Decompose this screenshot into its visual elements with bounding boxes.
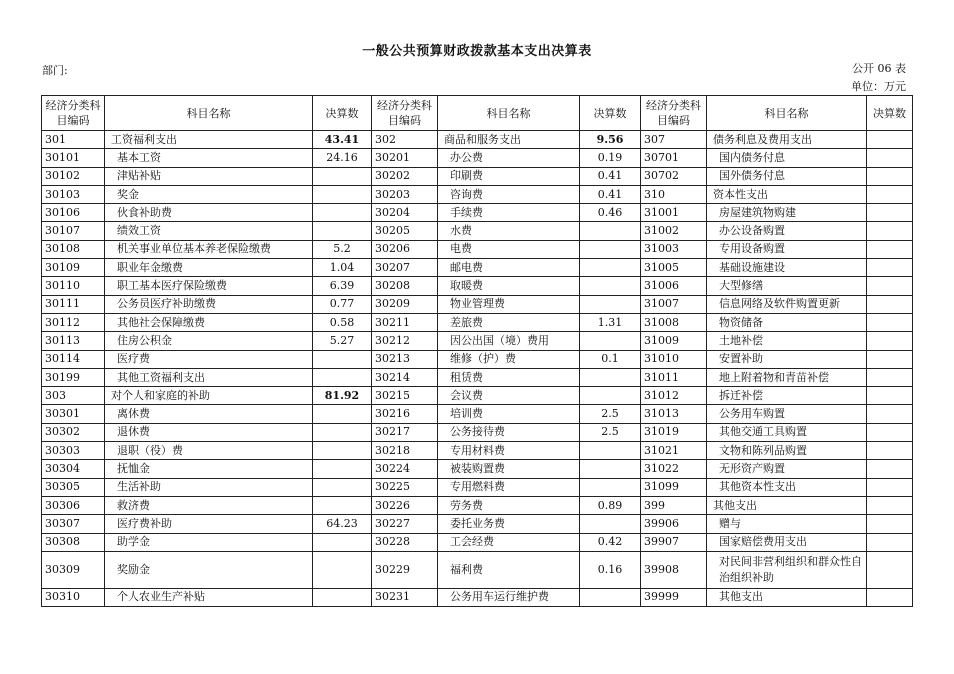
code-cell: 30103 bbox=[42, 185, 105, 203]
code-cell: 30209 bbox=[372, 295, 438, 313]
amount-cell: 0.42 bbox=[580, 533, 641, 551]
header-name: 科目名称 bbox=[105, 96, 313, 131]
name-cell: 对个人和家庭的补助 bbox=[105, 387, 313, 405]
code-cell: 31010 bbox=[641, 350, 707, 368]
code-cell: 30229 bbox=[372, 551, 438, 588]
code-cell: 30307 bbox=[42, 515, 105, 533]
code-cell: 30203 bbox=[372, 185, 438, 203]
code-cell: 31008 bbox=[641, 313, 707, 331]
name-cell: 其他支出 bbox=[707, 588, 867, 606]
amount-cell bbox=[580, 387, 641, 405]
amount-cell: 43.41 bbox=[313, 131, 372, 149]
code-cell: 31009 bbox=[641, 332, 707, 350]
name-cell: 其他资本性支出 bbox=[707, 478, 867, 496]
code-cell: 30112 bbox=[42, 313, 105, 331]
table-row bbox=[42, 185, 913, 203]
amount-cell bbox=[867, 332, 913, 350]
name-cell: 对民间非营利组织和群众性自治组织补助 bbox=[707, 551, 867, 588]
code-cell: 30212 bbox=[372, 332, 438, 350]
table-row bbox=[42, 332, 913, 350]
table-row bbox=[42, 460, 913, 478]
name-cell: 工资福利支出 bbox=[105, 131, 313, 149]
amount-cell: 2.5 bbox=[580, 405, 641, 423]
name-cell: 福利费 bbox=[438, 551, 580, 588]
code-cell: 31021 bbox=[641, 442, 707, 460]
name-cell: 办公费 bbox=[438, 149, 580, 167]
amount-cell bbox=[867, 185, 913, 203]
name-cell: 邮电费 bbox=[438, 259, 580, 277]
amount-cell bbox=[867, 149, 913, 167]
name-cell: 公务用车购置 bbox=[707, 405, 867, 423]
code-cell: 39999 bbox=[641, 588, 707, 606]
name-cell: 公务员医疗补助缴费 bbox=[105, 295, 313, 313]
amount-cell: 0.19 bbox=[580, 149, 641, 167]
amount-cell: 0.1 bbox=[580, 350, 641, 368]
code-cell: 310 bbox=[641, 185, 707, 203]
amount-cell bbox=[580, 222, 641, 240]
name-cell: 退休费 bbox=[105, 423, 313, 441]
amount-cell bbox=[580, 442, 641, 460]
amount-cell bbox=[867, 533, 913, 551]
code-cell: 30308 bbox=[42, 533, 105, 551]
code-cell: 30208 bbox=[372, 277, 438, 295]
code-cell: 30109 bbox=[42, 259, 105, 277]
name-cell: 培训费 bbox=[438, 405, 580, 423]
amount-cell: 64.23 bbox=[313, 515, 372, 533]
code-cell: 30211 bbox=[372, 313, 438, 331]
amount-cell bbox=[313, 496, 372, 514]
amount-cell bbox=[580, 478, 641, 496]
name-cell: 会议费 bbox=[438, 387, 580, 405]
header-amount: 决算数 bbox=[867, 96, 913, 131]
amount-cell bbox=[313, 442, 372, 460]
name-cell: 租赁费 bbox=[438, 368, 580, 386]
code-cell: 30225 bbox=[372, 478, 438, 496]
code-cell: 30231 bbox=[372, 588, 438, 606]
amount-cell bbox=[580, 332, 641, 350]
code-cell: 302 bbox=[372, 131, 438, 149]
header-code: 经济分类科目编码 bbox=[42, 96, 105, 131]
amount-cell bbox=[313, 185, 372, 203]
table-row bbox=[42, 496, 913, 514]
page-title: 一般公共预算财政拨款基本支出决算表 bbox=[362, 44, 592, 59]
name-cell: 公务用车运行维护费 bbox=[438, 588, 580, 606]
amount-cell bbox=[580, 240, 641, 258]
amount-cell bbox=[313, 423, 372, 441]
code-cell: 31011 bbox=[641, 368, 707, 386]
code-cell: 30306 bbox=[42, 496, 105, 514]
table-row bbox=[42, 588, 913, 606]
name-cell: 无形资产购置 bbox=[707, 460, 867, 478]
code-cell: 30218 bbox=[372, 442, 438, 460]
name-cell: 机关事业单位基本养老保险缴费 bbox=[105, 240, 313, 258]
code-cell: 31001 bbox=[641, 204, 707, 222]
table-row bbox=[42, 515, 913, 533]
name-cell: 资本性支出 bbox=[707, 185, 867, 203]
code-cell: 30106 bbox=[42, 204, 105, 222]
header-code: 经济分类科目编码 bbox=[641, 96, 707, 131]
amount-cell bbox=[867, 460, 913, 478]
name-cell: 赠与 bbox=[707, 515, 867, 533]
amount-cell bbox=[313, 533, 372, 551]
amount-cell bbox=[867, 167, 913, 185]
code-cell: 30309 bbox=[42, 551, 105, 588]
name-cell: 大型修缮 bbox=[707, 277, 867, 295]
code-cell: 30701 bbox=[641, 149, 707, 167]
form-number: 公开 06 表 bbox=[852, 62, 906, 75]
table-row bbox=[42, 204, 913, 222]
name-cell: 生活补助 bbox=[105, 478, 313, 496]
name-cell: 其他社会保障缴费 bbox=[105, 313, 313, 331]
code-cell: 30108 bbox=[42, 240, 105, 258]
amount-cell: 2.5 bbox=[580, 423, 641, 441]
header-code: 经济分类科目编码 bbox=[372, 96, 438, 131]
amount-cell bbox=[867, 204, 913, 222]
header-amount: 决算数 bbox=[313, 96, 372, 131]
code-cell: 30107 bbox=[42, 222, 105, 240]
name-cell: 伙食补助费 bbox=[105, 204, 313, 222]
name-cell: 房屋建筑物购建 bbox=[707, 204, 867, 222]
amount-cell bbox=[580, 368, 641, 386]
amount-cell: 1.31 bbox=[580, 313, 641, 331]
amount-cell bbox=[313, 588, 372, 606]
name-cell: 绩效工资 bbox=[105, 222, 313, 240]
code-cell: 30111 bbox=[42, 295, 105, 313]
code-cell: 31005 bbox=[641, 259, 707, 277]
amount-cell bbox=[580, 259, 641, 277]
code-cell: 31002 bbox=[641, 222, 707, 240]
amount-cell bbox=[313, 405, 372, 423]
table-row bbox=[42, 222, 913, 240]
amount-cell bbox=[867, 478, 913, 496]
name-cell: 基本工资 bbox=[105, 149, 313, 167]
table-row bbox=[42, 259, 913, 277]
header-amount: 决算数 bbox=[580, 96, 641, 131]
name-cell: 专用材料费 bbox=[438, 442, 580, 460]
name-cell: 专用燃料费 bbox=[438, 478, 580, 496]
name-cell: 抚恤金 bbox=[105, 460, 313, 478]
amount-cell bbox=[867, 295, 913, 313]
unit-label: 单位：万元 bbox=[851, 80, 906, 93]
name-cell: 助学金 bbox=[105, 533, 313, 551]
amount-cell: 0.46 bbox=[580, 204, 641, 222]
amount-cell: 9.56 bbox=[580, 131, 641, 149]
code-cell: 31012 bbox=[641, 387, 707, 405]
name-cell: 差旅费 bbox=[438, 313, 580, 331]
amount-cell bbox=[867, 259, 913, 277]
amount-cell bbox=[867, 368, 913, 386]
amount-cell: 0.41 bbox=[580, 167, 641, 185]
code-cell: 30310 bbox=[42, 588, 105, 606]
name-cell: 维修（护）费 bbox=[438, 350, 580, 368]
amount-cell bbox=[867, 313, 913, 331]
name-cell: 取暖费 bbox=[438, 277, 580, 295]
amount-cell bbox=[867, 588, 913, 606]
amount-cell bbox=[580, 295, 641, 313]
code-cell: 30102 bbox=[42, 167, 105, 185]
name-cell: 地上附着物和青苗补偿 bbox=[707, 368, 867, 386]
amount-cell bbox=[313, 167, 372, 185]
code-cell: 30216 bbox=[372, 405, 438, 423]
code-cell: 30302 bbox=[42, 423, 105, 441]
name-cell: 商品和服务支出 bbox=[438, 131, 580, 149]
amount-cell bbox=[867, 387, 913, 405]
code-cell: 30303 bbox=[42, 442, 105, 460]
table-row bbox=[42, 368, 913, 386]
amount-cell: 0.41 bbox=[580, 185, 641, 203]
amount-cell bbox=[313, 368, 372, 386]
table-row bbox=[42, 387, 913, 405]
table-row bbox=[42, 442, 913, 460]
code-cell: 30214 bbox=[372, 368, 438, 386]
name-cell: 职业年金缴费 bbox=[105, 259, 313, 277]
amount-cell: 0.58 bbox=[313, 313, 372, 331]
amount-cell bbox=[313, 204, 372, 222]
name-cell: 安置补助 bbox=[707, 350, 867, 368]
code-cell: 399 bbox=[641, 496, 707, 514]
amount-cell bbox=[580, 588, 641, 606]
code-cell: 30224 bbox=[372, 460, 438, 478]
amount-cell: 24.16 bbox=[313, 149, 372, 167]
name-cell: 办公设备购置 bbox=[707, 222, 867, 240]
code-cell: 30207 bbox=[372, 259, 438, 277]
code-cell: 30201 bbox=[372, 149, 438, 167]
name-cell: 其他工资福利支出 bbox=[105, 368, 313, 386]
code-cell: 39906 bbox=[641, 515, 707, 533]
table-row bbox=[42, 478, 913, 496]
code-cell: 30217 bbox=[372, 423, 438, 441]
name-cell: 国家赔偿费用支出 bbox=[707, 533, 867, 551]
name-cell: 委托业务费 bbox=[438, 515, 580, 533]
name-cell: 住房公积金 bbox=[105, 332, 313, 350]
name-cell: 其他交通工具购置 bbox=[707, 423, 867, 441]
amount-cell bbox=[580, 515, 641, 533]
amount-cell bbox=[580, 460, 641, 478]
amount-cell bbox=[867, 350, 913, 368]
name-cell: 手续费 bbox=[438, 204, 580, 222]
department-label: 部门: bbox=[42, 64, 68, 77]
amount-cell bbox=[580, 277, 641, 295]
name-cell: 工会经费 bbox=[438, 533, 580, 551]
name-cell: 印刷费 bbox=[438, 167, 580, 185]
table-row bbox=[42, 149, 913, 167]
name-cell: 奖励金 bbox=[105, 551, 313, 588]
name-cell: 专用设备购置 bbox=[707, 240, 867, 258]
code-cell: 30228 bbox=[372, 533, 438, 551]
amount-cell: 0.77 bbox=[313, 295, 372, 313]
header-row bbox=[42, 96, 913, 131]
name-cell: 津贴补贴 bbox=[105, 167, 313, 185]
amount-cell bbox=[867, 277, 913, 295]
name-cell: 水费 bbox=[438, 222, 580, 240]
amount-cell: 81.92 bbox=[313, 387, 372, 405]
code-cell: 30305 bbox=[42, 478, 105, 496]
name-cell: 劳务费 bbox=[438, 496, 580, 514]
amount-cell bbox=[313, 478, 372, 496]
name-cell: 医疗费 bbox=[105, 350, 313, 368]
code-cell: 39907 bbox=[641, 533, 707, 551]
code-cell: 30304 bbox=[42, 460, 105, 478]
name-cell: 离休费 bbox=[105, 405, 313, 423]
amount-cell bbox=[867, 405, 913, 423]
amount-cell bbox=[313, 551, 372, 588]
code-cell: 30113 bbox=[42, 332, 105, 350]
code-cell: 31007 bbox=[641, 295, 707, 313]
amount-cell bbox=[867, 131, 913, 149]
code-cell: 30226 bbox=[372, 496, 438, 514]
amount-cell: 5.2 bbox=[313, 240, 372, 258]
amount-cell bbox=[867, 442, 913, 460]
amount-cell: 0.16 bbox=[580, 551, 641, 588]
expenditure-table bbox=[41, 95, 913, 607]
code-cell: 39908 bbox=[641, 551, 707, 588]
code-cell: 31006 bbox=[641, 277, 707, 295]
amount-cell bbox=[867, 551, 913, 588]
name-cell: 因公出国（境）费用 bbox=[438, 332, 580, 350]
name-cell: 个人农业生产补贴 bbox=[105, 588, 313, 606]
code-cell: 30101 bbox=[42, 149, 105, 167]
name-cell: 被装购置费 bbox=[438, 460, 580, 478]
code-cell: 31019 bbox=[641, 423, 707, 441]
name-cell: 土地补偿 bbox=[707, 332, 867, 350]
name-cell: 咨询费 bbox=[438, 185, 580, 203]
code-cell: 30204 bbox=[372, 204, 438, 222]
name-cell: 物资储备 bbox=[707, 313, 867, 331]
code-cell: 30215 bbox=[372, 387, 438, 405]
amount-cell bbox=[313, 350, 372, 368]
table-row bbox=[42, 405, 913, 423]
header-name: 科目名称 bbox=[438, 96, 580, 131]
name-cell: 信息网络及软件购置更新 bbox=[707, 295, 867, 313]
name-cell: 公务接待费 bbox=[438, 423, 580, 441]
table-row bbox=[42, 295, 913, 313]
code-cell: 30202 bbox=[372, 167, 438, 185]
amount-cell: 5.27 bbox=[313, 332, 372, 350]
amount-cell: 6.39 bbox=[313, 277, 372, 295]
code-cell: 31099 bbox=[641, 478, 707, 496]
table-row bbox=[42, 131, 913, 149]
name-cell: 拆迁补偿 bbox=[707, 387, 867, 405]
name-cell: 物业管理费 bbox=[438, 295, 580, 313]
name-cell: 其他支出 bbox=[707, 496, 867, 514]
code-cell: 30114 bbox=[42, 350, 105, 368]
code-cell: 31013 bbox=[641, 405, 707, 423]
table-row bbox=[42, 533, 913, 551]
amount-cell: 0.89 bbox=[580, 496, 641, 514]
name-cell: 电费 bbox=[438, 240, 580, 258]
amount-cell bbox=[867, 515, 913, 533]
code-cell: 30206 bbox=[372, 240, 438, 258]
code-cell: 30702 bbox=[641, 167, 707, 185]
amount-cell bbox=[867, 423, 913, 441]
code-cell: 31003 bbox=[641, 240, 707, 258]
amount-cell bbox=[867, 240, 913, 258]
name-cell: 文物和陈列品购置 bbox=[707, 442, 867, 460]
amount-cell bbox=[313, 222, 372, 240]
name-cell: 国外债务付息 bbox=[707, 167, 867, 185]
table-row bbox=[42, 350, 913, 368]
code-cell: 30301 bbox=[42, 405, 105, 423]
table-row bbox=[42, 423, 913, 441]
amount-cell bbox=[313, 460, 372, 478]
name-cell: 医疗费补助 bbox=[105, 515, 313, 533]
name-cell: 基础设施建设 bbox=[707, 259, 867, 277]
code-cell: 30199 bbox=[42, 368, 105, 386]
table-row bbox=[42, 551, 913, 588]
table-row bbox=[42, 240, 913, 258]
code-cell: 31022 bbox=[641, 460, 707, 478]
table-row bbox=[42, 277, 913, 295]
amount-cell: 1.04 bbox=[313, 259, 372, 277]
code-cell: 30227 bbox=[372, 515, 438, 533]
name-cell: 奖金 bbox=[105, 185, 313, 203]
amount-cell bbox=[867, 222, 913, 240]
name-cell: 债务利息及费用支出 bbox=[707, 131, 867, 149]
code-cell: 303 bbox=[42, 387, 105, 405]
name-cell: 职工基本医疗保险缴费 bbox=[105, 277, 313, 295]
code-cell: 301 bbox=[42, 131, 105, 149]
name-cell: 救济费 bbox=[105, 496, 313, 514]
code-cell: 30213 bbox=[372, 350, 438, 368]
header-name: 科目名称 bbox=[707, 96, 867, 131]
amount-cell bbox=[867, 496, 913, 514]
code-cell: 307 bbox=[641, 131, 707, 149]
code-cell: 30110 bbox=[42, 277, 105, 295]
table-row bbox=[42, 167, 913, 185]
table-row bbox=[42, 313, 913, 331]
name-cell: 国内债务付息 bbox=[707, 149, 867, 167]
name-cell: 退职（役）费 bbox=[105, 442, 313, 460]
code-cell: 30205 bbox=[372, 222, 438, 240]
